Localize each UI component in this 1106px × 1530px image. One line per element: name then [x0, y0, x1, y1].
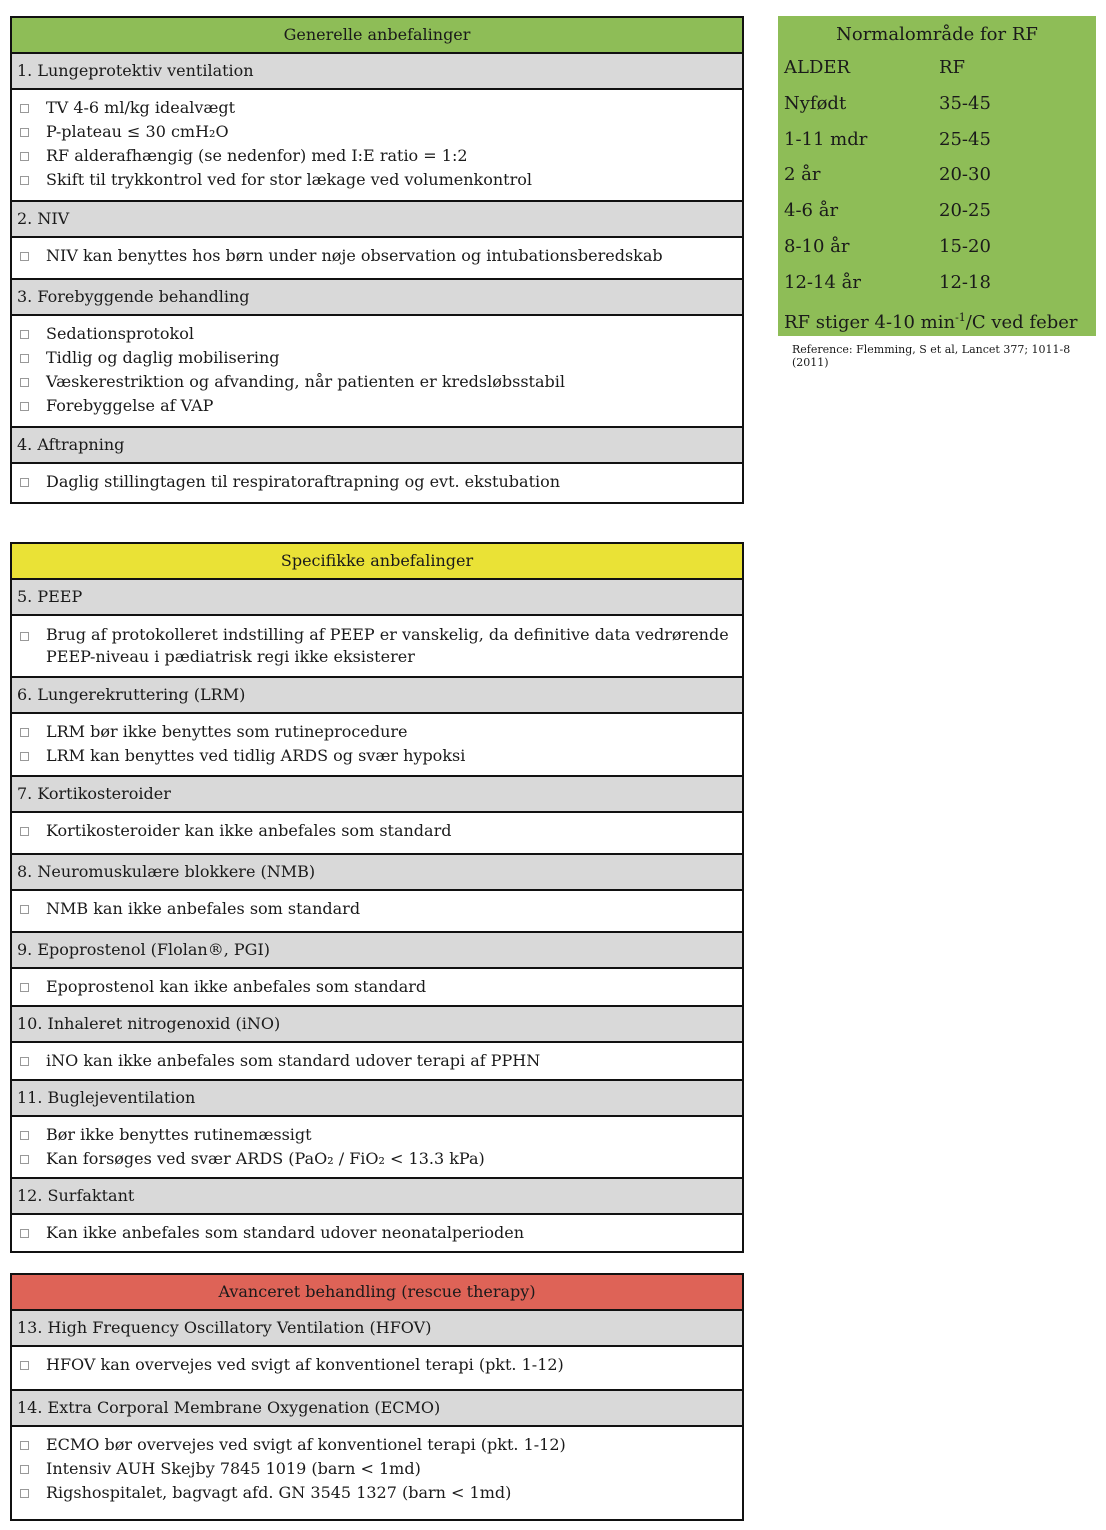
- checkbox-icon[interactable]: [20, 1057, 29, 1066]
- checkbox-icon[interactable]: [20, 1465, 29, 1474]
- section-heading: 10. Inhaleret nitrogenoxid (iNO): [12, 1007, 742, 1043]
- list-item: P-plateau ≤ 30 cmH₂O: [18, 120, 734, 144]
- section-heading: 5. PEEP: [12, 580, 742, 616]
- rf-column-header: RF: [939, 57, 966, 78]
- rf-table-header: [784, 50, 1090, 86]
- checkbox-icon[interactable]: [20, 752, 29, 761]
- list-item: Epoprostenol kan ikke anbefales som standard: [18, 975, 734, 999]
- general-title: Generelle anbefalinger: [12, 18, 742, 54]
- checkbox-icon[interactable]: [20, 1155, 29, 1164]
- section-body: [12, 1215, 742, 1251]
- checkbox-icon[interactable]: [20, 354, 29, 363]
- checkbox-icon[interactable]: [20, 378, 29, 387]
- reference-note: Reference: Flemming, S et al, Lancet 377; 1011-8 (2011): [792, 343, 1071, 369]
- list-item: Brug af protokolleret indstilling af PEEP er vanskelig, da definitive data vedrørende PEEP-niveau i pædiatrisk regi ikke eksisterer: [18, 624, 734, 668]
- general-recommendations-section: [10, 16, 744, 504]
- section-heading: 9. Epoprostenol (Flolan®, PGI): [12, 933, 742, 969]
- section-heading: 1. Lungeprotektiv ventilation: [12, 54, 742, 90]
- checkbox-icon[interactable]: [20, 1131, 29, 1140]
- advanced-title: Avanceret behandling (rescue therapy): [12, 1275, 742, 1311]
- checkbox-icon[interactable]: [20, 728, 29, 737]
- list-item: Kan forsøges ved svær ARDS (PaO₂ / FiO₂ < 13.3 kPa): [18, 1147, 734, 1171]
- list-item: Skift til trykkontrol ved for stor lækage ved volumenkontrol: [18, 168, 734, 192]
- list-item: NIV kan benyttes hos børn under nøje observation og intubationsberedskab: [18, 244, 734, 268]
- rf-table-row: 1-11 mdr 25-45: [784, 128, 991, 150]
- rf-table-row: 4-6 år 20-25: [784, 200, 991, 222]
- checkbox-icon[interactable]: [20, 330, 29, 339]
- rf-table-row: 8-10 år 15-20: [784, 235, 991, 257]
- list-item: Kortikosteroider kan ikke anbefales som standard: [18, 819, 734, 843]
- list-item: NMB kan ikke anbefales som standard: [18, 897, 734, 921]
- rf-fever-note: RF stiger 4-10 $\min^{-1}/C$ ved feber: [784, 310, 1078, 333]
- section-heading: 6. Lungerekruttering (LRM): [12, 678, 742, 714]
- checkbox-icon[interactable]: [20, 1441, 29, 1450]
- section-heading: 4. Aftrapning: [12, 428, 742, 464]
- list-item: ECMO bør overvejes ved svigt af konventionel terapi (pkt. 1-12): [18, 1433, 734, 1457]
- list-item: RF alderafhængig (se nedenfor) med I:E ratio = 1:2: [18, 144, 734, 168]
- section-body: [12, 90, 742, 202]
- checkbox-icon[interactable]: [20, 128, 29, 137]
- list-item: Væskerestriktion og afvanding, når patienten er kredsløbsstabil: [18, 370, 734, 394]
- section-heading: 7. Kortikosteroider: [12, 777, 742, 813]
- list-item: LRM kan benyttes ved tidlig ARDS og svær hypoksi: [18, 744, 734, 768]
- section-heading: 13. High Frequency Oscillatory Ventilation (HFOV): [12, 1311, 742, 1347]
- specific-recommendations-section: [10, 542, 744, 1253]
- checkbox-icon[interactable]: [20, 104, 29, 113]
- checkbox-icon[interactable]: [20, 152, 29, 161]
- list-item: TV 4-6 ml/kg idealvægt: [18, 96, 734, 120]
- section-body: [12, 1347, 742, 1391]
- checkbox-icon[interactable]: [20, 478, 29, 487]
- list-item: Intensiv AUH Skejby 7845 1019 (barn < 1md): [18, 1457, 734, 1481]
- section-body: [12, 1117, 742, 1179]
- age-column-header: ALDER: [784, 57, 851, 78]
- checkbox-icon[interactable]: [20, 905, 29, 914]
- checkbox-icon[interactable]: [20, 252, 29, 261]
- rf-normal-range-table: [778, 16, 1096, 336]
- section-body: [12, 616, 742, 678]
- section-body: [12, 464, 742, 502]
- checkbox-icon[interactable]: [20, 402, 29, 411]
- section-body: [12, 969, 742, 1007]
- checkbox-icon[interactable]: [20, 983, 29, 992]
- section-body: [12, 714, 742, 777]
- section-body: [12, 238, 742, 280]
- section-heading: 8. Neuromuskulære blokkere (NMB): [12, 855, 742, 891]
- rf-table-title: Normalområde for RF: [836, 24, 1038, 45]
- section-heading: 3. Forebyggende behandling: [12, 280, 742, 316]
- list-item: iNO kan ikke anbefales som standard udover terapi af PPHN: [18, 1049, 734, 1073]
- checkbox-icon[interactable]: [20, 632, 29, 641]
- list-item: Kan ikke anbefales som standard udover neonatalperioden: [18, 1221, 734, 1245]
- advanced-treatment-section: [10, 1273, 744, 1521]
- list-item: HFOV kan overvejes ved svigt af konventionel terapi (pkt. 1-12): [18, 1353, 734, 1377]
- checkbox-icon[interactable]: [20, 176, 29, 185]
- rf-table-row: 12-14 år 12-18: [784, 271, 991, 293]
- list-item: Rigshospitalet, bagvagt afd. GN 3545 1327 (barn < 1md): [18, 1481, 734, 1505]
- section-heading: 11. Buglejeventilation: [12, 1081, 742, 1117]
- section-heading: 2. NIV: [12, 202, 742, 238]
- list-item: Bør ikke benyttes rutinemæssigt: [18, 1123, 734, 1147]
- section-body: [12, 813, 742, 855]
- section-body: [12, 1043, 742, 1081]
- rf-table-row: Nyfødt 35-45: [784, 92, 991, 114]
- checkbox-icon[interactable]: [20, 1489, 29, 1498]
- rf-table-row: 2 år 20-30: [784, 164, 991, 186]
- checkbox-icon[interactable]: [20, 827, 29, 836]
- section-heading: 12. Surfaktant: [12, 1179, 742, 1215]
- section-heading: 14. Extra Corporal Membrane Oxygenation (ECMO): [12, 1391, 742, 1427]
- section-body: [12, 891, 742, 933]
- list-item: Forebyggelse af VAP: [18, 394, 734, 418]
- section-body: [12, 1427, 742, 1519]
- checkbox-icon[interactable]: [20, 1229, 29, 1238]
- list-item: Tidlig og daglig mobilisering: [18, 346, 734, 370]
- specific-title: Specifikke anbefalinger: [12, 544, 742, 580]
- list-item: Sedationsprotokol: [18, 322, 734, 346]
- checkbox-icon[interactable]: [20, 1361, 29, 1370]
- section-body: [12, 316, 742, 428]
- list-item: Daglig stillingtagen til respiratoraftrapning og evt. ekstubation: [18, 470, 734, 494]
- list-item: LRM bør ikke benyttes som rutineprocedure: [18, 720, 734, 744]
